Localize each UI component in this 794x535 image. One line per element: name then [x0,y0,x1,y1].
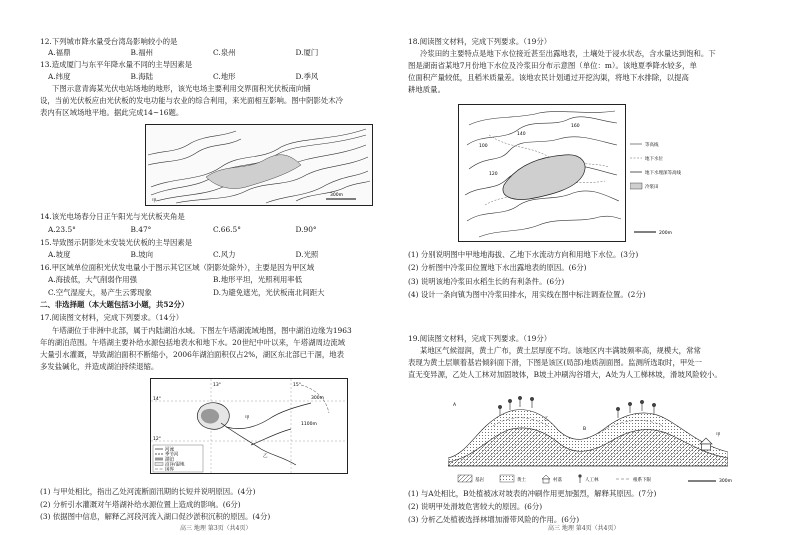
passage1-line: 设，当前光伏板应由光伏板的发电功能与农业的综合利用，来光面相互影响。图中阴影处木冷 [40,96,344,105]
q16-option-d[interactable]: D.为避免遮光，光伏板南北间距大 [213,288,325,297]
page-footer: 高三 地理 第3页（共4页） [180,525,252,533]
q12-option-d[interactable]: D.厦门 [295,48,319,57]
contour-label-120: 120 [489,172,498,177]
q14-option-a[interactable]: A.23.5° [48,225,76,234]
q19-sub-3: (3) 分析乙处植被选择林增加滑带风险的作用。(6分) [408,515,580,524]
geological-profile [448,386,728,470]
left-column [40,0,390,535]
profile-label-jia: 甲 [716,433,721,438]
q15-option-b[interactable]: B.坡向 [130,250,154,259]
map-jia-label: 甲 [245,416,250,421]
svg-text:地下水位: 地下水位 [645,157,663,162]
q15-option-d[interactable]: D.光照 [295,250,319,259]
svg-text:等高线: 等高线 [645,143,659,148]
q13-option-b[interactable]: B.海陆 [130,72,154,81]
svg-text:沼泽/湿地: 沼泽/湿地 [165,462,185,468]
q18-passage-line: 图是湖南省某地7月份地下水位及冷浆田分布示意图（单位：m）。该地夏季降水较多，单 [408,61,697,70]
q19-passage-line: 某地区气候湿润，黄土广布，黄土层厚度不均。该地区内丰满坡频率高，规模大，常常 [420,346,701,355]
q15-options [48,250,378,261]
q13-option-c[interactable]: C.地形 [213,72,236,81]
q12-option-c[interactable]: C.泉州 [213,48,236,57]
svg-text:200m: 200m [659,231,672,236]
q16-option-b[interactable]: B.地形平坦，光照利用率低 [213,275,303,284]
svg-text:季节河: 季节河 [165,452,179,458]
solar-contour-map [145,124,373,206]
q18-sub-1: (1) 分别说明图中甲地地海拔、乙地下水流动方向和用地下水位。(3分) [408,250,639,259]
q14-stem: 14.该光电场春分日正午阳光与光伏板夹角是 [40,212,185,221]
svg-text:基岩: 基岩 [475,478,484,483]
q15-option-c[interactable]: C.风力 [213,250,236,259]
q12-option-a[interactable]: A.福鼎 [48,48,71,57]
svg-text:黄土: 黄土 [517,478,526,483]
q16-options-row2 [48,288,378,299]
profile-scale: 300m [719,479,732,484]
groundwater-scale [634,224,694,236]
contour-label-100: 100 [479,144,488,149]
svg-text:冷浆田: 冷浆田 [645,185,659,190]
profile-legend [448,472,748,486]
section-heading: 二、非选择题（本大题包括3小题，共52分） [40,300,189,309]
q14-options [48,225,378,236]
map-yi-label: 乙 [263,454,268,459]
q16-option-a[interactable]: A.海拔低，大气削弱作用强 [48,275,137,284]
q18-sub-2: (2) 分析图中冷浆田位置地下水出露地表的原因。(6分) [408,263,587,272]
elevation-1100-label: 1100m [301,422,317,427]
contour-label-160: 160 [571,124,580,129]
q16-stem: 16.甲区域单位面积光伏发电量小于图示其它区域（阴影处除外），主要是因为甲区域 [40,263,315,272]
q12-options [48,48,378,59]
q17-sub-1: (1) 与甲处相比，指出乙处河流断面汛期的长短并说明原因。(4分) [40,487,256,496]
q16-options-row1 [48,275,378,286]
q19-sub-1: (1) 与A处相比，B处植被冰对坡表的冲刷作用更加强烈，解释其原因。(7分) [408,489,657,498]
q17-sub-2: (2) 分析引水灌溉对午塔湖补给水源位置上造成的影响。(6分) [40,500,241,509]
q17-passage-line: 多发盐碱化，并造成湖泊持续退缩。 [40,362,159,371]
passage1-line: 下图示意青海某光伏电站场地的地形，该光电场主要利用交界面积光伏板南向铺 [52,84,311,93]
q18-sub-4: (4) 设计一条向镇为图中冷浆田排水，用实线在图中标注调查位置。(2分) [408,290,646,299]
q15-stem: 15.导致图示阴影处未安装光伏板的主导因素是 [40,238,193,247]
q19-passage-line: 表现为黄土层顺着基岩倾斜面下滑，下图是该区(局部)地质剖面图。监测所选取时，甲处一 [408,358,703,367]
contour-label-140: 140 [517,132,526,137]
svg-text:国界: 国界 [165,467,174,473]
q18-sub-3: (3) 说明该地冷浆田水稻生长的有利条件。(6分) [408,277,565,286]
q12-stem: 12.下列城市降水量受台湾岛影响较小的是 [40,37,178,46]
q17-passage-line: 午塔湖位于非洲中北部，属于内陆湖泊水域。下图左午塔湖流域地图，图中湖泊边缘为1963 [52,326,352,335]
q13-stem: 13.造成厦门与东平年降水量不同的主导因素是 [40,60,193,69]
elevation-300-label: 300m [311,396,324,401]
q19-passage-line: 直无变异源，乙处人工林对加固坡体，B坡土冲刷沟谷增大，A处为人工梯林坡，滑坡风险较小。 [408,370,722,379]
map1-jia-label: 甲 [152,199,157,204]
right-column [408,0,758,535]
q17-passage-line: 年的湖泊范围。午塔湖主要补给水源包括地表水和地下水。20世纪中叶以来，午塔湖周边流域 [40,338,346,347]
q16-option-c[interactable]: C.空气湿度大，易产生云雾现象 [48,288,152,297]
groundwater-map [458,104,626,242]
profile-label-a: A [453,403,457,408]
profile-label-yi: 乙 [544,417,549,422]
q17-passage-line: 大量引水灌溉，导致湖泊面积不断缩小，2006年湖泊面积仅占2%，湖区东北部已干涸，地表 [40,350,344,359]
q19-sub-2: (2) 说明甲处滑坡危害较大的原因。(6分) [408,502,543,511]
passage1-line: 表内有区域场地平地。据此完成14~16题。 [40,108,184,117]
q18-passage-line: 冷浆田的主要特点是地下水位接近甚至出露地表，土壤处于浸水状态，含水量达到饱和。下 [420,49,716,58]
q13-option-d[interactable]: D.季风 [295,72,319,81]
q12-option-b[interactable]: B.福州 [130,48,154,57]
q14-option-c[interactable]: C.66.5° [213,225,241,234]
q14-option-d[interactable]: D.90° [295,225,317,234]
lake-basin-map [150,378,348,474]
q18-passage-line: 位面积产量较低，且稻米质量差。该地农民计划通过开挖沟渠，将地下水排除，以提高 [408,73,689,82]
q15-option-a[interactable]: A.坡度 [48,250,71,259]
q18-passage-line: 耕地质量。 [408,85,445,94]
q18-stem: 18.阅读图文材料，完成下列要求。（19分） [408,37,552,46]
groundwater-legend [630,138,700,208]
q19-stem: 19.阅读图文材料，完成下列要求。（19分） [408,334,552,343]
lon-15-label: 15° [293,383,301,388]
profile-label-b: B [583,427,587,432]
lat-14-label: 14° [153,397,161,402]
svg-text:根系下限: 根系下限 [633,478,651,483]
svg-text:地下水埋深等高线: 地下水埋深等高线 [645,171,681,176]
q13-options [48,72,378,83]
q14-option-b[interactable]: B.47° [130,225,152,234]
page-footer: 高三 地理 第4页（共4页） [548,525,620,533]
lake-map-legend [153,445,203,473]
lon-13-label: 13° [213,383,221,388]
q17-stem: 17.阅读图文材料，完成下列要求。（14分） [40,313,184,322]
q13-option-a[interactable]: A.纬度 [48,72,71,81]
map1-scale: 300m [330,193,343,198]
q17-sub-3: (3) 依据图中信息，解释乙河段河流入湖口促沙淤积沉积的原因。(4分) [40,512,271,521]
svg-text:人工林: 人工林 [585,478,599,483]
lat-12-label: 12° [153,437,161,442]
svg-text:河流: 河流 [165,447,174,453]
svg-text:村落: 村落 [553,478,562,483]
svg-text:湖泊: 湖泊 [165,457,174,463]
